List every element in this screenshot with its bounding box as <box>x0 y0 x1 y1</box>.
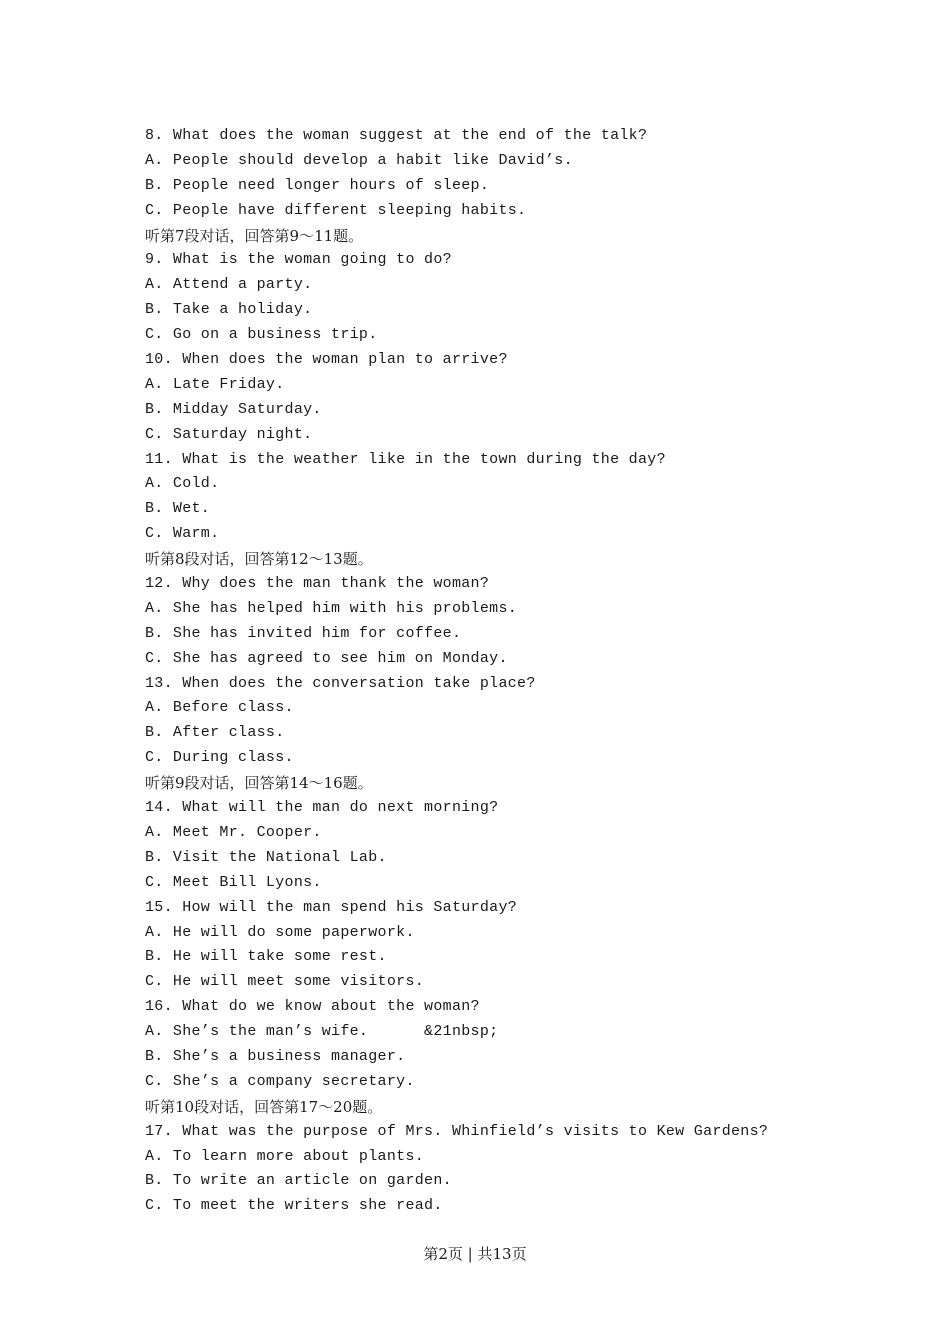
option-line: A. She has helped him with his problems. <box>145 599 518 617</box>
option-line: C. Go on a business trip. <box>145 326 378 344</box>
page-footer: 第2页 | 共13页 <box>423 1245 527 1263</box>
option-line: B. Wet. <box>145 500 211 518</box>
option-line: C. To meet the writers she read. <box>145 1197 443 1215</box>
option-line: B. Take a holiday. <box>145 301 313 319</box>
question-line: 15. How will the man spend his Saturday? <box>145 898 518 916</box>
option-line: A. He will do some paperwork. <box>145 923 415 941</box>
option-line: C. He will meet some visitors. <box>145 973 425 991</box>
question-line: 16. What do we know about the woman? <box>145 998 480 1016</box>
option-line: A. To learn more about plants. <box>145 1147 425 1165</box>
option-line: B. People need longer hours of sleep. <box>145 176 490 194</box>
option-line: B. She’s a business manager. <box>145 1047 406 1065</box>
option-line: B. To write an article on garden. <box>145 1172 452 1190</box>
section-heading: 听第7段对话，回答第9～11题。 <box>145 226 364 245</box>
option-line: A. Before class. <box>145 699 294 717</box>
page-content <box>145 124 865 1219</box>
question-line: 10. When does the woman plan to arrive? <box>145 351 508 369</box>
option-line: C. Warm. <box>145 525 220 543</box>
option-line: C. She has agreed to see him on Monday. <box>145 649 508 667</box>
option-line: A. Late Friday. <box>145 375 285 393</box>
question-line: 11. What is the weather like in the town during the day? <box>145 450 666 468</box>
option-line: C. She’s a company secretary. <box>145 1072 415 1090</box>
section-heading: 听第9段对话，回答第14～16题。 <box>145 774 373 793</box>
section-heading: 听第8段对话，回答第12～13题。 <box>145 550 373 569</box>
option-line: B. Visit the National Lab. <box>145 848 387 866</box>
option-line: A. Meet Mr. Cooper. <box>145 823 322 841</box>
question-line: 12. Why does the man thank the woman? <box>145 575 490 593</box>
option-line: A. Cold. <box>145 475 220 493</box>
option-line: C. During class. <box>145 749 294 767</box>
question-line: 13. When does the conversation take place? <box>145 674 536 692</box>
option-line: A. She’s the man’s wife. &21nbsp; <box>145 1023 499 1041</box>
option-line: C. People have different sleeping habits. <box>145 201 527 219</box>
question-line: 14. What will the man do next morning? <box>145 799 499 817</box>
option-line: C. Meet Bill Lyons. <box>145 873 322 891</box>
section-heading: 听第10段对话，回答第17～20题。 <box>145 1097 383 1116</box>
option-line: A. Attend a party. <box>145 276 313 294</box>
question-line: 9. What is the woman going to do? <box>145 251 452 269</box>
option-line: C. Saturday night. <box>145 425 313 443</box>
option-line: B. He will take some rest. <box>145 948 387 966</box>
option-line: B. After class. <box>145 724 285 742</box>
option-line: B. Midday Saturday. <box>145 400 322 418</box>
question-line: 8. What does the woman suggest at the end of the talk? <box>145 127 648 144</box>
question-line: 17. What was the purpose of Mrs. Whinfield’s visits to Kew Gardens? <box>145 1122 769 1140</box>
option-line: A. People should develop a habit like David’s. <box>145 151 573 169</box>
option-line: B. She has invited him for coffee. <box>145 624 462 642</box>
